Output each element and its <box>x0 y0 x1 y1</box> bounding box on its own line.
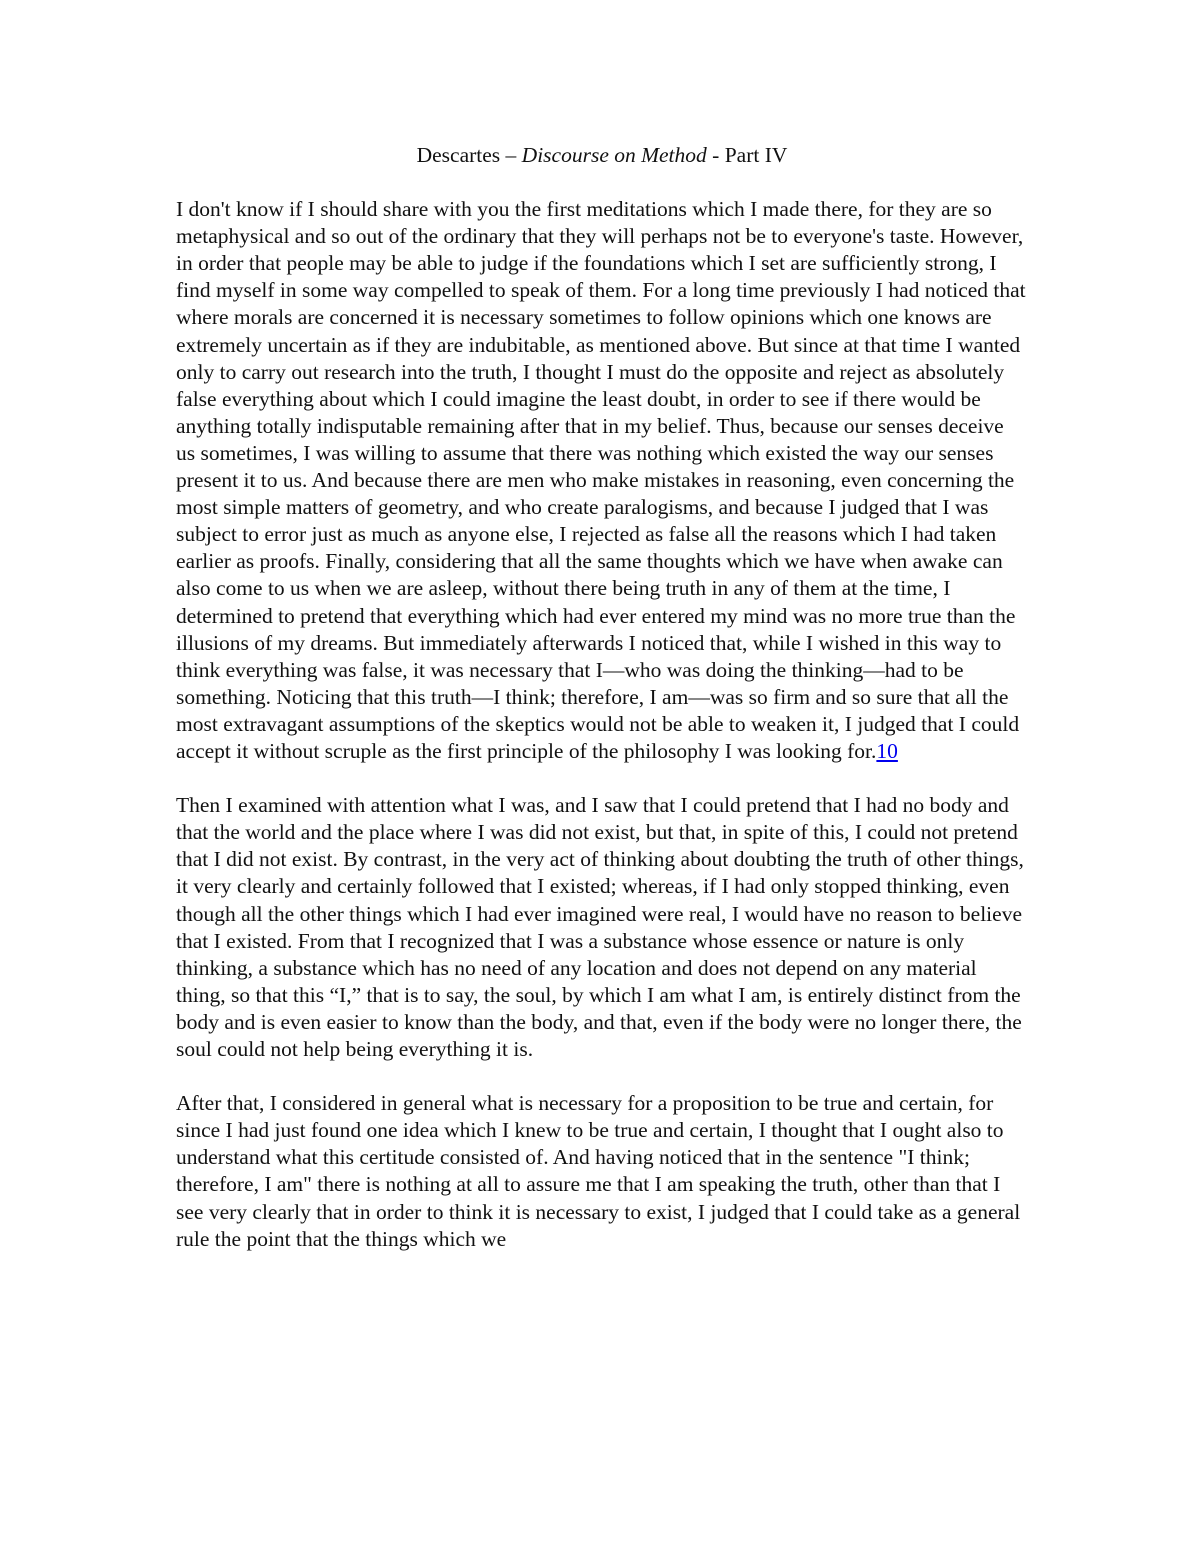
paragraph-1 <box>176 196 1028 765</box>
title-work: Discourse on Method <box>521 143 707 167</box>
footnote-link-10[interactable]: 10 <box>876 738 898 763</box>
paragraph-3: After that, I considered in general what is necessary for a proposition to be true and certain, for since I had just found one idea which I knew to be true and certain, I thought that I ought also to understand what this certitude consisted of. And having noticed that in the sentence "I think; therefore, I am" there is nothing at all to assure me that I am speaking the truth, other than that I see very clearly that in order to think it is necessary to exist, I judged that I could take as a general rule the point that the things which we <box>176 1091 1021 1251</box>
document-page <box>176 140 1028 1280</box>
title-part: - Part IV <box>706 143 788 167</box>
paragraph-2: Then I examined with attention what I was, and I saw that I could pretend that I had no body and that the world and the place where I was did not exist, but that, in spite of this, I could not pretend that I did not exist. By contrast, in the very act of thinking about doubting the truth of other things, it very clearly and certainly followed that I existed; whereas, if I had only stopped thinking, even though all the other things which I had ever imagined were real, I would have no reason to believe that I existed. From that I recognized that I was a substance whose essence or nature is only thinking, a substance which has no need of any location and does not depend on any material thing, so that this “I,” that is to say, the soul, by which I am what I am, is entirely distinct from the body and is even easier to know than the body, and that, even if the body were no longer there, the soul could not help being everything it is. <box>176 793 1024 1061</box>
title-author: Descartes – <box>416 143 522 167</box>
document-title <box>176 140 1028 169</box>
paragraph-1-text: I don't know if I should share with you the first meditations which I made there, for they are so metaphysical and so out of the ordinary that they will perhaps not be to everyone's taste. However, in order that people may be able to judge if the foundations which I set are sufficiently strong, I find myself in some way compelled to speak of them. For a long time previously I had noticed that where morals are concerned it is necessary sometimes to follow opinions which one knows are extremely uncertain as if they are indubitable, as mentioned above. But since at that time I wanted only to carry out research into the truth, I thought I must do the opposite and reject as absolutely false everything about which I could imagine the least doubt, in order to see if there would be anything totally indisputable remaining after that in my belief. Thus, because our senses deceive us sometimes, I was willing to assume that there was nothing which existed the way our senses present it to us. And because there are men who make mistakes in reasoning, even concerning the most simple matters of geometry, and who create paralogisms, and because I judged that I was subject to error just as much as anyone else, I rejected as false all the reasons which I had taken earlier as proofs. Finally, considering that all the same thoughts which we have when awake can also come to us when we are asleep, without there being truth in any of them at the time, I determined to pretend that everything which had ever entered my mind was no more true than the illusions of my dreams. But immediately afterwards I noticed that, while I wished in this way to think everything was false, it was necessary that I—who was doing the thinking—had to be something. Noticing that this truth—I think; therefore, I am—was so firm and so sure that all the most extravagant assumptions of the skeptics would not be able to weaken it, I judged that I could accept it without scruple as the first principle of the philosophy I was looking for. <box>176 197 1026 763</box>
